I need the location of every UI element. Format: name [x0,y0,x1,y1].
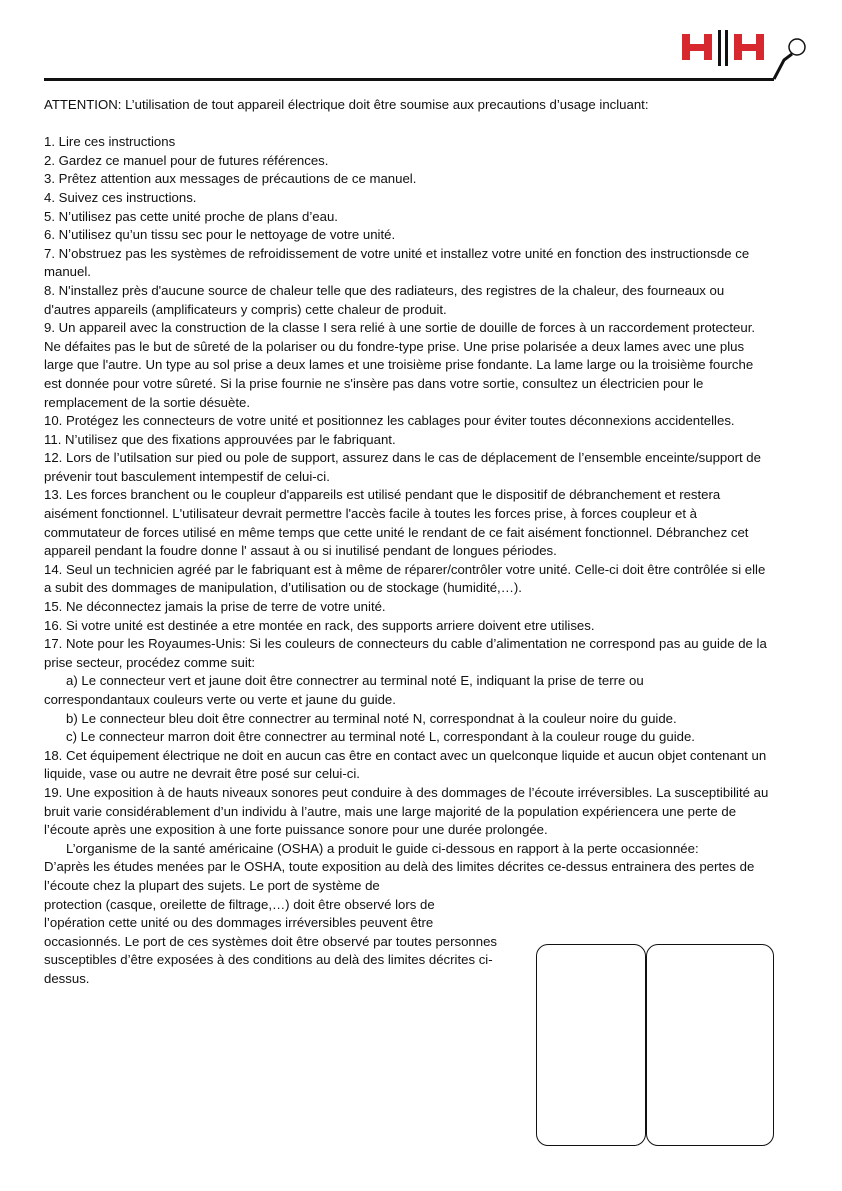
list-item: 9. Un appareil avec la construction de la classe I sera relié à une sortie de douille de forces à un raccordement protecteur. Ne défaites pas le but de sûreté de la polariser ou du fondre-type prise. Une prise polarisée a deux lames avec une plus large que l'autre. Un type au sol prise a deux lames et une troisième prise fondante. La lame large ou la troisième fourche est donnée pour votre sûreté. Si la prise fournie ne s'insère pas dans votre sortie, consultez un électricien pour le remplacement de la sortie désuète. [44,320,756,410]
osha-paragraph: D’après les études menées par le OSHA, toute exposition au delà des limites décrites ce-dessus entrainera des pertes de l’écoute chez la plupart des sujets. Le port de système de [44,859,755,893]
header-rule [44,78,774,81]
sub-item-continuation: correspondantaux couleurs verte ou verte et jaune du guide. [44,692,396,707]
list-item: 8. N'installez près d'aucune source de chaleur telle que des radiateurs, des registres de la chaleur, des fourneaux ou d'autres appareils (amplificateurs y compris) cette chaleur de produit. [44,282,725,317]
list-item: 12. Lors de l’utilsation sur pied ou pole de support, assurez dans le cas de déplacement de l’ensemble enceinte/support de prévenir tout basculement intempestif de celui-ci. [44,450,761,484]
list-item: 14. Seul un technicien agréé par le fabriquant est à même de réparer/contrôler votre unité. Celle-ci doit être contrôlée si elle a subit des dommages de manipulation, d’utilisation ou de stockage (humidité,…). [44,561,766,596]
list-item: 2. Gardez ce manuel pour de futures références. [44,152,329,168]
list-item: 17. Note pour les Royaumes-Unis: Si les couleurs de connecteurs du cable d’alimentation ne correspond pas au guide de la prise secteur, procédez comme suit: [44,636,767,670]
list-item: 4. Suivez ces instructions. [44,189,197,205]
intro-text: ATTENTION: L’utilisation de tout appareil électrique doit être soumise aux precautions d’usage incluant: [44,97,649,112]
list-item: 15. Ne déconnectez jamais la prise de terre de votre unité. [44,599,386,615]
list-item: 18. Cet équipement électrique ne doit en aucun cas être en contact avec un quelconque liquide et aucun objet contenant un liquide, vase ou autre ne devrait être posé sur celui-ci. [44,747,767,782]
blank-box-left [536,944,646,1146]
sub-item: a) Le connecteur vert et jaune doit être connectrer au terminal noté E, indiquant la prise de terre ou [66,673,644,689]
osha-paragraph-first-line: L’organisme de la santé américaine (OSHA) a produit le guide ci-dessous en rapport à la perte occasionnée: [66,840,699,856]
sub-item: c) Le connecteur marron doit être connectrer au terminal noté L, correspondant à la couleur rouge du guide. [66,729,695,745]
osha-paragraph-trailing: protection (casque, oreilette de filtrage,…) doit être observé lors de l’opération cette unité ou des dommages irréversibles peuvent être occasionnés. Le port de ces systèmes doit être observé par toutes personnes susceptibles d’être exposées à des conditions au delà des limites décrites ci-dessus. [44,896,498,986]
list-item: 1. Lire ces instructions [44,134,176,150]
list-item: 16. Si votre unité est destinée a etre montée en rack, des supports arriere doivent etre utilises. [44,617,595,633]
list-item: 11. N’utilisez que des fixations approuvées par le fabriquant. [44,431,396,447]
list-item: 6. N’utilisez qu’un tissu sec pour le nettoyage de votre unité. [44,227,396,243]
list-item: 10. Protégez les connecteurs de votre unité et positionnez les cablages pour éviter toutes déconnexions accidentelles. [44,413,735,429]
blank-box-right [646,944,774,1146]
list-item: 3. Prêtez attention aux messages de précautions de ce manuel. [44,171,417,187]
safety-instructions [44,96,774,989]
list-item: 5. N’utilisez pas cette unité proche de plans d’eau. [44,208,338,224]
list-item: 13. Les forces branchent ou le coupleur d'appareils est utilisé pendant que le dispositif de débranchement et restera aisément fonctionnel. L'utilisateur devrait permettre l'accès facile à toutes les forces prise, à forces coupleur et à commutateur de forces utilisé en même temps que cette unité le rendant de ce fait aisément fonctionnel. Débranchez cet appareil pendant la foudre donne l' assaut à ou si inutilisé pendant de longues périodes. [44,487,749,559]
hh-logo [680,26,810,86]
sub-item: b) Le connecteur bleu doit être connectrer au terminal noté N, correspondnat à la couleur noire du guide. [66,710,677,726]
list-item: 7. N’obstruez pas les systèmes de refroidissement de votre unité et installez votre unité en fonction des instructionsde ce manuel. [44,245,750,280]
list-item: 19. Une exposition à de hauts niveaux sonores peut conduire à des dommages de l’écoute irréversibles. La susceptibilité au bruit varie considérablement d’un individu à l’autre, mais une large majorité de la population expériencera une perte de l’écoute après une exposition à une forte puissance sonore pour une durée prolongée. [44,784,769,838]
